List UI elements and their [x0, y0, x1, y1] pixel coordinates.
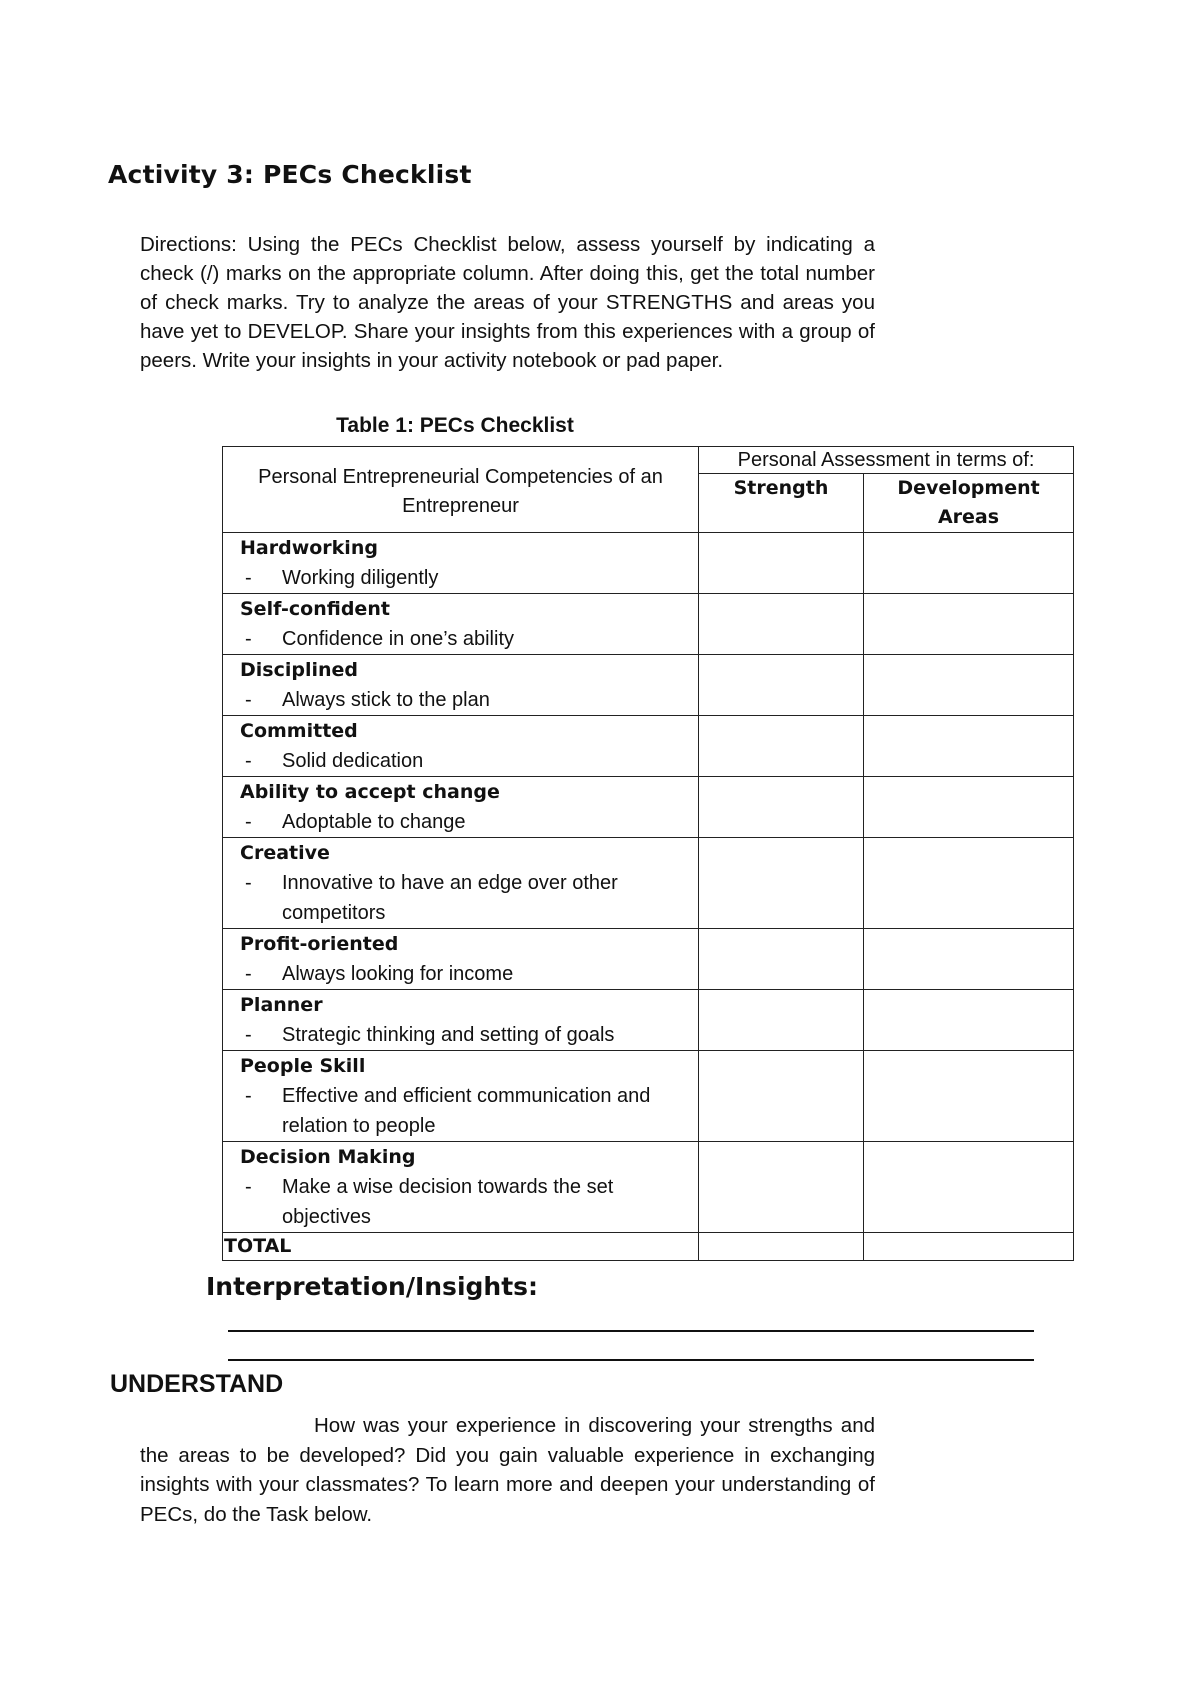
bullet-dash: -: [245, 567, 252, 589]
strength-check-cell[interactable]: [699, 1051, 864, 1142]
competency-name: Self-confident: [240, 598, 390, 620]
strength-check-cell[interactable]: [699, 1142, 864, 1233]
table-header-row: [223, 447, 1074, 474]
description-text: Innovative to have an edge over other competitors: [282, 872, 618, 924]
understand-paragraph: How was your experience in discovering your strengths and the areas to be developed? Did you gain valuable experience in exchanging insights with your classmates? To learn more and deepen your understanding of PECs, do the Task below.: [140, 1414, 875, 1526]
description-text: Make a wise decision towards the set objectives: [282, 1176, 614, 1228]
development-check-cell[interactable]: [864, 1142, 1074, 1233]
development-check-cell[interactable]: [864, 990, 1074, 1051]
competency-description: [227, 563, 694, 593]
assessment-group-header: Personal Assessment in terms of:: [699, 447, 1074, 474]
description-text: Effective and efficient communication and relation to people: [282, 1085, 651, 1137]
competency-name: Creative: [240, 842, 330, 864]
table-row: [223, 838, 1074, 929]
table-row: [223, 990, 1074, 1051]
competency-description: [227, 746, 694, 776]
description-text: Confidence in one’s ability: [282, 628, 515, 650]
competency-description: [227, 1081, 694, 1141]
competency-name: Committed: [240, 720, 358, 742]
description-text: Strategic thinking and setting of goals: [282, 1024, 615, 1046]
answer-line[interactable]: [228, 1330, 1034, 1332]
competency-cell: [223, 777, 699, 838]
strength-check-cell[interactable]: [699, 533, 864, 594]
competency-cell: [223, 594, 699, 655]
competency-description: [227, 807, 694, 837]
competency-cell: [223, 1142, 699, 1233]
total-label: TOTAL: [223, 1233, 699, 1261]
table-row: [223, 929, 1074, 990]
strength-check-cell[interactable]: [699, 929, 864, 990]
table-row: [223, 594, 1074, 655]
development-check-cell[interactable]: [864, 594, 1074, 655]
directions-paragraph: Directions: Using the PECs Checklist below, assess yourself by indicating a check (/) marks on the appropriate column. After doing this, get the total number of check marks. Try to analyze the areas of your STRENGTHS and areas you have yet to DEVELOP. Share your insights from this experiences with a group of peers. Write your insights in your activity notebook or pad paper.: [140, 233, 875, 372]
insights-heading: Interpretation/Insights:: [206, 1272, 539, 1301]
competency-description: [227, 959, 694, 989]
description-text: Adoptable to change: [282, 811, 466, 833]
pecs-checklist-table: [222, 446, 1074, 1261]
table-row: [223, 1051, 1074, 1142]
development-check-cell[interactable]: [864, 777, 1074, 838]
competency-name: Decision Making: [240, 1146, 416, 1168]
strength-check-cell[interactable]: [699, 777, 864, 838]
bullet-dash: -: [245, 689, 252, 711]
competency-name: Disciplined: [240, 659, 359, 681]
competency-cell: [223, 1051, 699, 1142]
competency-name: People Skill: [240, 1055, 366, 1077]
competency-description: [227, 1172, 694, 1232]
strength-check-cell[interactable]: [699, 594, 864, 655]
competency-description: [227, 1020, 694, 1050]
competency-name: Profit-oriented: [240, 933, 399, 955]
description-text: Working diligently: [282, 567, 439, 589]
bullet-dash: -: [245, 872, 252, 894]
description-text: Always stick to the plan: [282, 689, 490, 711]
table-caption: Table 1: PECs Checklist: [336, 414, 574, 437]
answer-line[interactable]: [228, 1359, 1034, 1361]
understand-heading: UNDERSTAND: [110, 1370, 284, 1398]
development-check-cell[interactable]: [864, 929, 1074, 990]
competency-description: [227, 685, 694, 715]
activity-title: Activity 3: PECs Checklist: [108, 160, 472, 189]
competency-description: [227, 624, 694, 654]
competency-name: Hardworking: [240, 537, 378, 559]
bullet-dash: -: [245, 750, 252, 772]
competency-column-header: Personal Entrepreneurial Competencies of an Entrepreneur: [223, 447, 699, 533]
development-check-cell[interactable]: [864, 655, 1074, 716]
table-row: [223, 716, 1074, 777]
competency-cell: [223, 929, 699, 990]
bullet-dash: -: [245, 1085, 252, 1107]
competency-cell: [223, 838, 699, 929]
development-check-cell[interactable]: [864, 533, 1074, 594]
bullet-dash: -: [245, 811, 252, 833]
bullet-dash: -: [245, 1024, 252, 1046]
development-column-header: Development Areas: [864, 474, 1074, 533]
bullet-dash: -: [245, 963, 252, 985]
table-row: [223, 1142, 1074, 1233]
strength-column-header: Strength: [699, 474, 864, 533]
competency-name: Ability to accept change: [240, 781, 500, 803]
bullet-dash: -: [245, 1176, 252, 1198]
bullet-dash: -: [245, 628, 252, 650]
competency-cell: [223, 990, 699, 1051]
strength-check-cell[interactable]: [699, 716, 864, 777]
table-row: [223, 533, 1074, 594]
competency-name: Planner: [240, 994, 323, 1016]
development-check-cell[interactable]: [864, 716, 1074, 777]
development-check-cell[interactable]: [864, 1051, 1074, 1142]
description-text: Solid dedication: [282, 750, 424, 772]
competency-cell: [223, 533, 699, 594]
competency-description: [227, 868, 694, 928]
development-total-cell[interactable]: [864, 1233, 1074, 1261]
description-text: Always looking for income: [282, 963, 514, 985]
table-row: [223, 655, 1074, 716]
table-row: [223, 777, 1074, 838]
strength-check-cell[interactable]: [699, 655, 864, 716]
development-check-cell[interactable]: [864, 838, 1074, 929]
strength-check-cell[interactable]: [699, 838, 864, 929]
competency-cell: [223, 655, 699, 716]
strength-check-cell[interactable]: [699, 990, 864, 1051]
competency-cell: [223, 716, 699, 777]
strength-total-cell[interactable]: [699, 1233, 864, 1261]
total-row: [223, 1233, 1074, 1261]
